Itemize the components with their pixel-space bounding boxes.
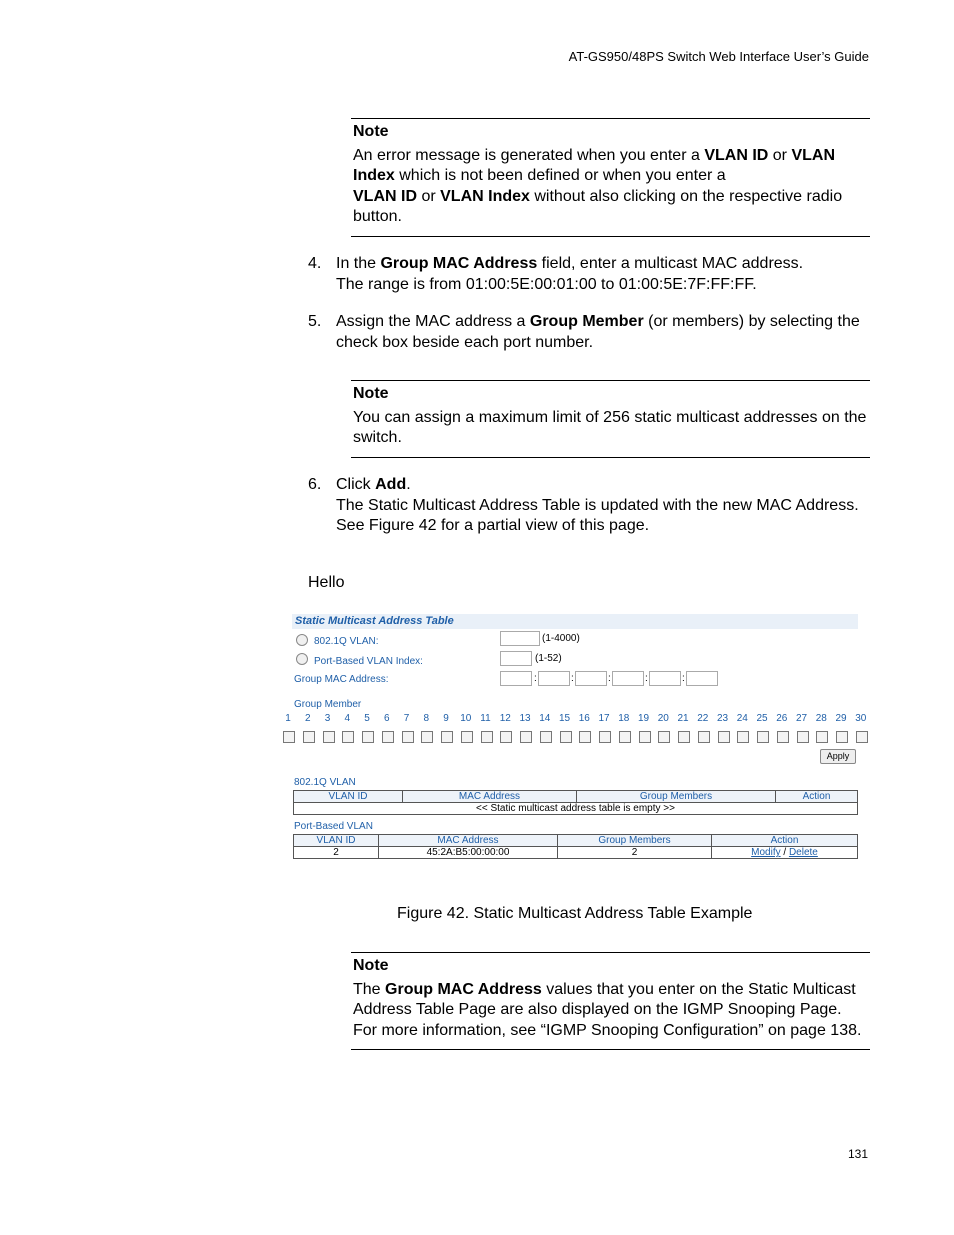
radio-8021q-label: 802.1Q VLAN: — [314, 636, 379, 647]
step-number: 5. — [308, 313, 322, 330]
port-checkbox[interactable] — [540, 731, 552, 743]
port-checkbox[interactable] — [856, 731, 868, 743]
port-number-label: 13 — [519, 713, 531, 724]
step-number: 4. — [308, 255, 322, 272]
cell-members: 2 — [558, 847, 712, 859]
port-checkbox[interactable] — [579, 731, 591, 743]
col-vlan-id: VLAN ID — [294, 791, 403, 803]
vlan-index-input[interactable] — [500, 651, 532, 666]
col-action: Action — [712, 835, 858, 847]
port-checkbox[interactable] — [362, 731, 374, 743]
port-number-label: 20 — [657, 713, 669, 724]
port-number-label: 12 — [499, 713, 511, 724]
port-number-label: 16 — [578, 713, 590, 724]
port-checkbox[interactable] — [599, 731, 611, 743]
port-checkbox[interactable] — [816, 731, 828, 743]
note-body: The Group MAC Address values that you enter on the Static Multicast Address Table Page are also displayed on the IGMP Snooping Page. For more information, see “IGMP Snooping Configuration” on page 138. — [353, 980, 862, 1039]
note-max-limit — [351, 380, 870, 458]
running-header: AT-GS950/48PS Switch Web Interface User’s Guide — [568, 49, 869, 64]
mac-octet-1[interactable] — [500, 671, 532, 686]
port-checkbox[interactable] — [698, 731, 710, 743]
apply-button[interactable]: Apply — [820, 749, 856, 764]
cell-action — [712, 847, 858, 859]
port-number-label: 24 — [736, 713, 748, 724]
col-group-members: Group Members — [558, 835, 712, 847]
note-vlan-error — [351, 118, 870, 237]
step-text: In the Group MAC Address field, enter a multicast MAC address. The range is from 01:00:5E:00:01:00 to 01:00:5E:7F:FF:FF. — [336, 255, 804, 293]
figure-title-bar — [292, 614, 858, 629]
port-number-label: 30 — [855, 713, 867, 724]
port-checkbox[interactable] — [520, 731, 532, 743]
note-heading: Note — [353, 957, 389, 974]
port-number-label: 17 — [598, 713, 610, 724]
port-number-label: 27 — [795, 713, 808, 724]
radio-port-based-vlan[interactable] — [296, 653, 308, 665]
mac-octet-3[interactable] — [575, 671, 607, 686]
mac-octet-5[interactable] — [649, 671, 681, 686]
port-checkbox[interactable] — [402, 731, 414, 743]
port-number-label: 1 — [285, 713, 291, 724]
port-number-label: 7 — [403, 713, 410, 724]
vlan-id-range: (1-4000) — [542, 633, 580, 644]
note-body: An error message is generated when you enter a VLAN ID or VLAN Index which is not been defined or when you enter a VLAN ID or VLAN Index without also clicking on the respective radio button. — [353, 146, 843, 225]
q-vlan-table — [293, 790, 858, 815]
step-6 — [308, 475, 868, 537]
port-number-label: 9 — [443, 713, 449, 724]
port-number-label: 21 — [677, 713, 689, 724]
group-member-label: Group Member — [294, 699, 362, 710]
port-number-label: 8 — [423, 713, 430, 724]
col-mac-address: MAC Address — [403, 791, 577, 803]
page-number: 131 — [847, 1147, 868, 1161]
figure-title: Static Multicast Address Table — [295, 615, 454, 627]
port-checkbox[interactable] — [342, 731, 354, 743]
group-mac-label: Group MAC Address: — [294, 674, 389, 685]
port-checkbox[interactable] — [797, 731, 809, 743]
port-checkbox[interactable] — [658, 731, 670, 743]
port-number-label: 18 — [618, 713, 630, 724]
port-checkbox[interactable] — [678, 731, 690, 743]
q-vlan-section-label: 802.1Q VLAN — [294, 777, 356, 788]
port-number-label: 6 — [383, 713, 390, 724]
port-checkbox[interactable] — [500, 731, 512, 743]
port-number-label: 3 — [324, 713, 331, 724]
port-number-label: 4 — [344, 713, 351, 724]
port-checkbox[interactable] — [481, 731, 493, 743]
action-separator: / — [780, 847, 789, 858]
mac-octet-2[interactable] — [538, 671, 570, 686]
port-number-label: 22 — [697, 713, 709, 724]
cell-vlan-id: 2 — [294, 847, 379, 859]
step-number: 6. — [308, 476, 322, 493]
table-header-row — [294, 835, 858, 847]
radio-port-based-label: Port-Based VLAN Index: — [314, 656, 423, 667]
table-header-row — [294, 791, 858, 803]
step-text: Assign the MAC address a Group Member (or members) by selecting the check box beside each port number. — [336, 313, 860, 351]
port-checkbox[interactable] — [303, 731, 315, 743]
static-multicast-figure: Static Multicast Address Table 802.1Q VLAN: (1-4000) Port-Based VLAN Index: (1-52) Group MAC Address: : : : : : Group Member 1 2 3 4 5 6 7 8 9 10 11 12 13 14 15 16 17 18 19 20 21 22 23 24 25 26 27 28 29 30 Apply 802.1Q VLAN VLAN ID MAC Address Group Members Action << Static multicast address table is empty >> Port-Based VLAN VLAN ID MAC Address Group Members Action 2 45:2A:B5:00:00:00 2 Modify / Delete — [282, 612, 870, 868]
port-number-label: 23 — [716, 713, 729, 724]
step-text: Click Add. The Static Multicast Address Table is updated with the new MAC Address. See Figure 42 for a partial view of this page. — [336, 476, 859, 534]
port-checkbox[interactable] — [323, 731, 335, 743]
port-based-table — [293, 834, 858, 859]
col-vlan-id: VLAN ID — [294, 835, 379, 847]
port-number-label: 2 — [304, 713, 311, 724]
port-number-label: 11 — [480, 713, 491, 724]
port-number-label: 28 — [815, 713, 827, 724]
note-heading: Note — [353, 385, 389, 402]
port-checkbox[interactable] — [718, 731, 730, 743]
col-mac-address: MAC Address — [379, 835, 558, 847]
port-checkbox[interactable] — [441, 731, 453, 743]
port-number-label: 10 — [460, 713, 472, 724]
port-checkbox[interactable] — [382, 731, 394, 743]
port-checkbox[interactable] — [619, 731, 631, 743]
port-number-label: 29 — [835, 713, 847, 724]
port-checkbox[interactable] — [757, 731, 769, 743]
port-checkbox[interactable] — [737, 731, 749, 743]
port-checkbox[interactable] — [777, 731, 789, 743]
modify-link[interactable]: Modify — [751, 847, 781, 858]
port-number-label: 25 — [756, 713, 768, 724]
step-4 — [308, 254, 868, 295]
port-number-label: 5 — [364, 713, 370, 724]
note-igmp — [351, 952, 870, 1050]
step-5 — [308, 312, 868, 353]
note-body: You can assign a maximum limit of 256 static multicast addresses on the switch. — [353, 408, 867, 446]
vlan-index-range: (1-52) — [535, 653, 562, 664]
vlan-id-input[interactable] — [500, 631, 540, 646]
figure-caption: Figure 42. Static Multicast Address Table Example — [397, 905, 753, 922]
table-row — [294, 847, 858, 859]
port-number-label: 15 — [558, 713, 571, 724]
table-row — [294, 803, 858, 815]
port-checkbox[interactable] — [283, 731, 295, 743]
empty-table-message: << Static multicast address table is empty >> — [294, 803, 858, 815]
port-checkbox[interactable] — [836, 731, 848, 743]
port-based-section-label: Port-Based VLAN — [294, 821, 373, 832]
port-checkbox[interactable] — [421, 731, 433, 743]
cell-mac: 45:2A:B5:00:00:00 — [379, 847, 558, 859]
mac-octet-4[interactable] — [612, 671, 644, 686]
port-checkbox[interactable] — [639, 731, 651, 743]
port-number-label: 14 — [539, 713, 551, 724]
col-group-members: Group Members — [577, 791, 776, 803]
port-number-label: 26 — [776, 713, 788, 724]
port-checkbox[interactable] — [461, 731, 473, 743]
col-action: Action — [776, 791, 858, 803]
note-heading: Note — [353, 123, 389, 140]
delete-link[interactable]: Delete — [788, 847, 818, 858]
port-checkbox[interactable] — [560, 731, 572, 743]
hello-text: Hello — [308, 574, 345, 591]
port-number-label: 19 — [637, 713, 650, 724]
mac-octet-6[interactable] — [686, 671, 718, 686]
radio-8021q-vlan[interactable] — [296, 634, 308, 646]
